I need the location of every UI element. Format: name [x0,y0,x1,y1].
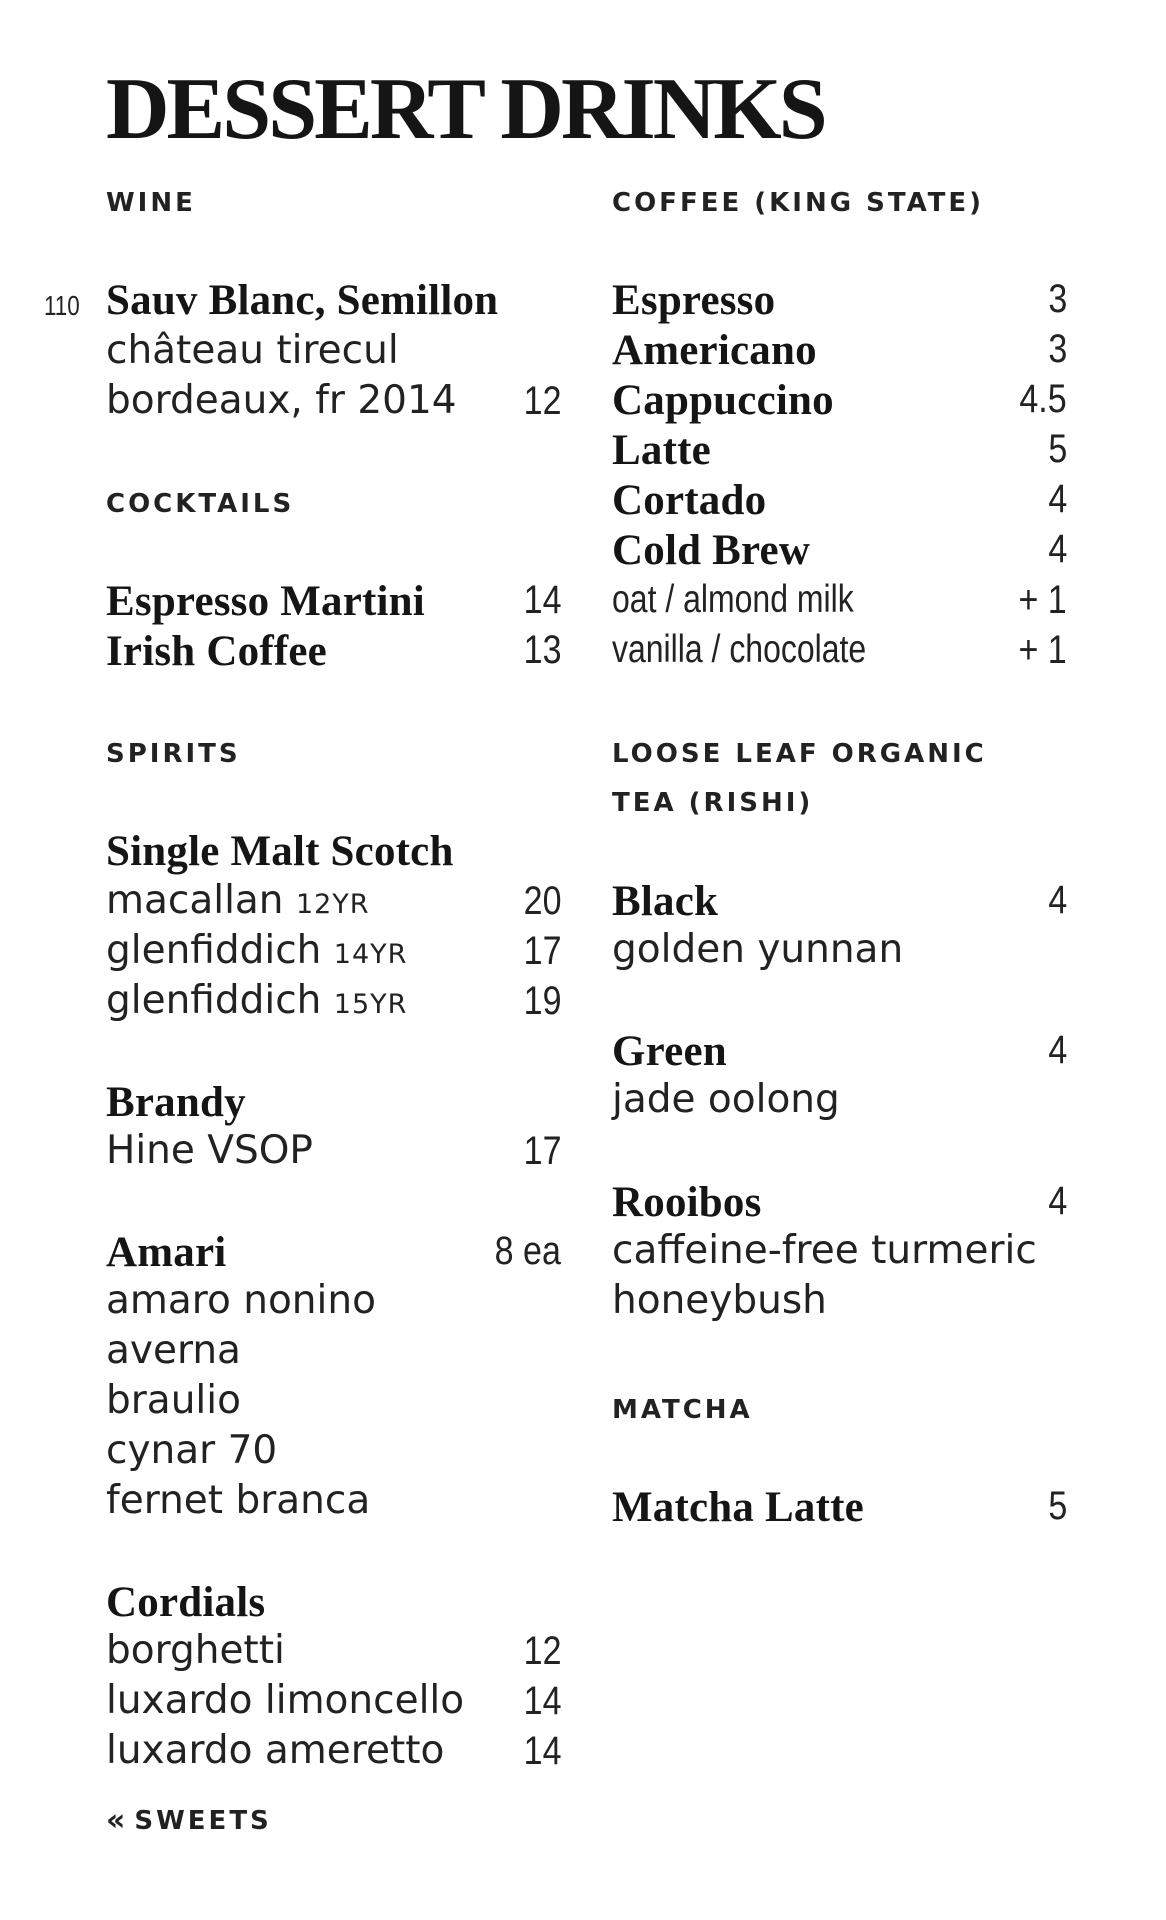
tea-name: Black [612,878,719,925]
wine-price: 12 [523,379,561,423]
amari-heading: Amari [106,1229,227,1276]
scotch-price: 17 [523,929,561,973]
brandy-item: Hine VSOP [106,1128,313,1173]
cordials-heading: Cordials [106,1579,266,1626]
section-header-spirits: SPIRITS [106,739,241,769]
tea-price: 4 [1048,1179,1067,1223]
coffee-name: Latte [612,427,711,474]
wine-bin-number: 110 [44,290,80,321]
tea-name: Green [612,1028,727,1075]
tea-desc: jade oolong [612,1077,840,1122]
sweets-nav-label: SWEETS [134,1806,272,1836]
coffee-name: Americano [612,327,817,374]
scotch-price: 20 [523,879,561,923]
matcha-price: 5 [1048,1484,1067,1528]
section-header-tea: LOOSE LEAF ORGANIC [612,739,987,769]
tea-price: 4 [1048,878,1067,922]
section-header-tea-sub: TEA (RISHI) [612,788,814,818]
coffee-name: Cold Brew [612,527,811,574]
coffee-price: 5 [1048,427,1067,471]
coffee-name: Espresso [612,277,776,324]
section-header-wine: WINE [106,188,196,218]
cocktail-name: Espresso Martini [106,578,425,625]
cordial-item: luxardo ameretto [106,1728,445,1773]
brandy-heading: Brandy [106,1079,246,1126]
scotch-heading: Single Malt Scotch [106,828,454,875]
coffee-addon: vanilla / chocolate [612,628,867,671]
coffee-price: 3 [1048,327,1067,371]
coffee-price: 4 [1048,477,1067,521]
cordial-price: 14 [523,1679,561,1723]
wine-name: Sauv Blanc, Semillon [106,277,499,324]
amari-item: amaro nonino [106,1278,376,1323]
tea-desc: honeybush [612,1278,827,1323]
amari-price: 8 ea [494,1229,561,1273]
tea-desc: golden yunnan [612,927,904,972]
brandy-price: 17 [523,1129,561,1173]
scotch-item: glenfiddich 15YR [106,978,408,1023]
cordial-price: 14 [523,1729,561,1773]
tea-desc: caffeine-free turmeric [612,1228,1037,1273]
section-header-coffee: COFFEE (KING STATE) [612,188,985,218]
cocktail-price: 13 [523,628,561,672]
amari-item: fernet branca [106,1478,371,1523]
scotch-item: macallan 12YR [106,878,370,923]
wine-region: bordeaux, fr 2014 [106,378,457,423]
coffee-name: Cortado [612,477,767,524]
coffee-name: Cappuccino [612,377,834,424]
amari-item: averna [106,1328,241,1373]
amari-item: braulio [106,1378,241,1423]
page-title: DESSERT DRINKS [106,61,825,158]
cordial-item: luxardo limoncello [106,1678,465,1723]
matcha-name: Matcha Latte [612,1484,864,1531]
coffee-price: 4.5 [1019,377,1067,421]
tea-name: Rooibos [612,1179,762,1226]
coffee-addon: oat / almond milk [612,578,854,621]
coffee-addon-price: + 1 [1018,628,1067,672]
coffee-addon-price: + 1 [1018,578,1067,622]
tea-price: 4 [1048,1028,1067,1072]
scotch-price: 19 [523,979,561,1023]
sweets-nav-link[interactable] [106,1803,272,1838]
double-chevron-left-icon: « [106,1803,129,1838]
amari-item: cynar 70 [106,1428,278,1473]
cocktail-name: Irish Coffee [106,628,327,675]
section-header-cocktails: COCKTAILS [106,489,295,519]
coffee-price: 3 [1048,277,1067,321]
cordial-item: borghetti [106,1628,285,1673]
cocktail-price: 14 [523,578,561,622]
cordial-price: 12 [523,1629,561,1673]
wine-producer: château tirecul [106,328,399,373]
scotch-item: glenfiddich 14YR [106,928,408,973]
coffee-price: 4 [1048,527,1067,571]
section-header-matcha: MATCHA [612,1395,753,1425]
